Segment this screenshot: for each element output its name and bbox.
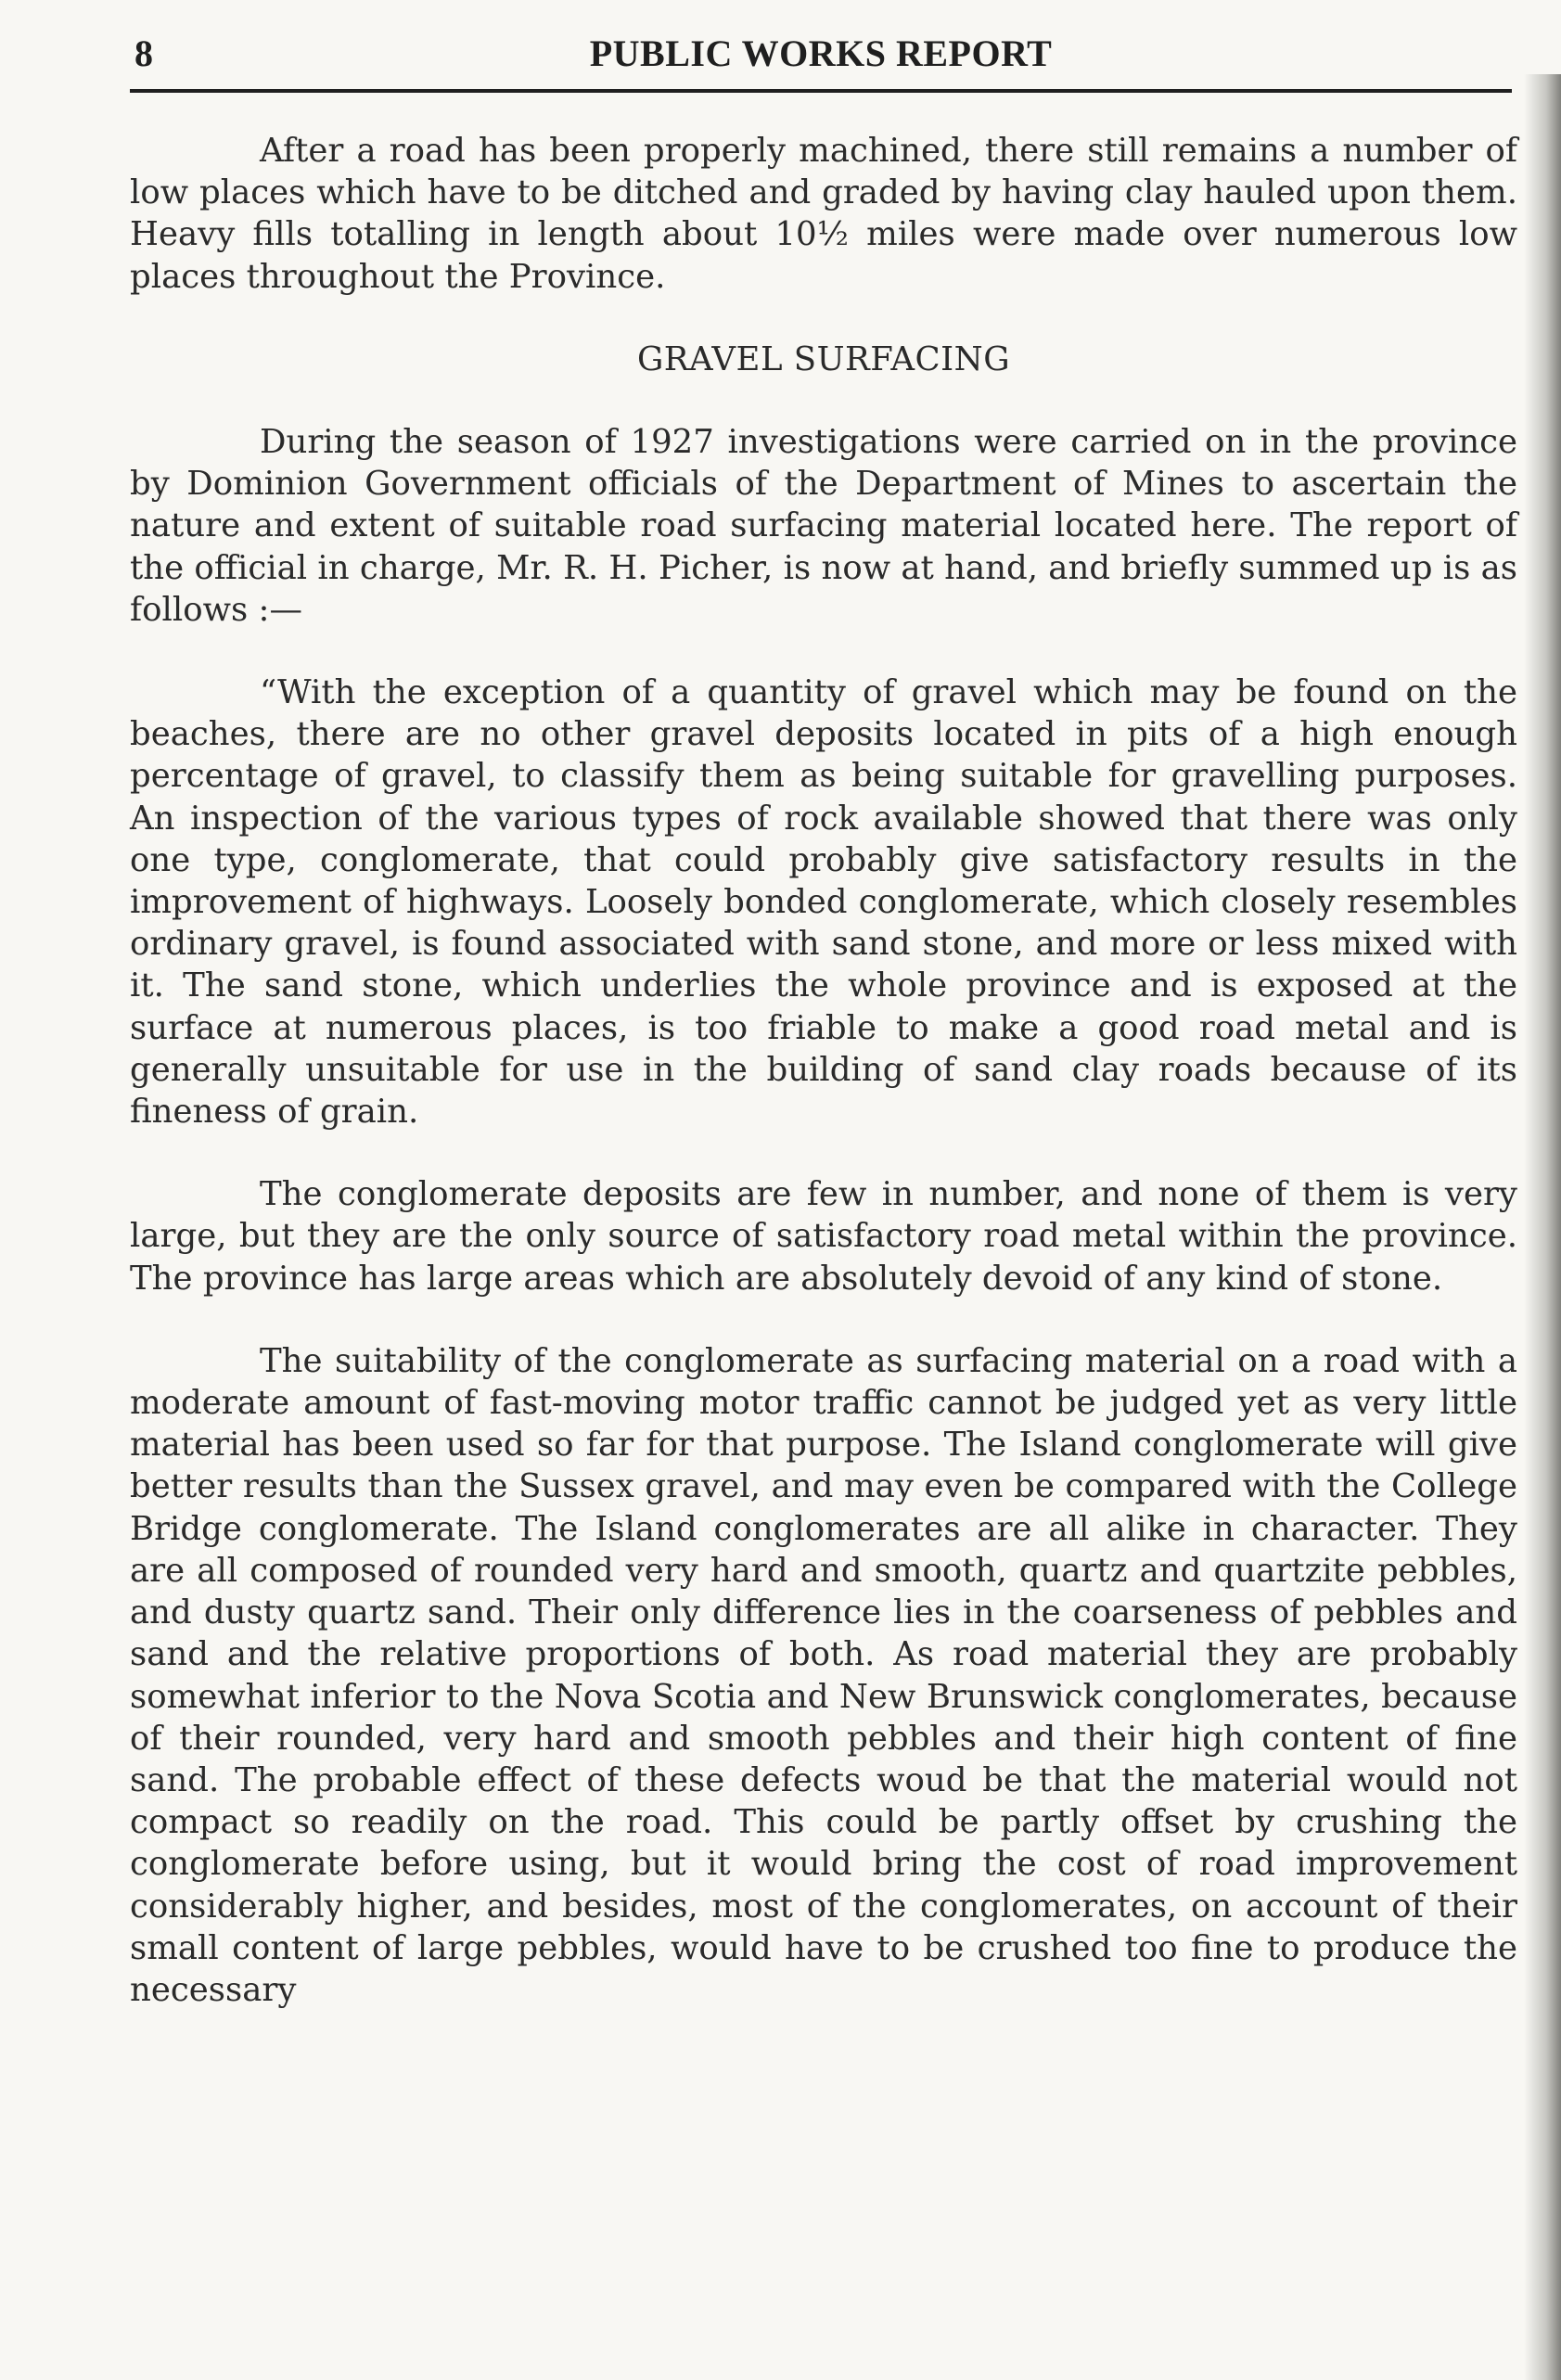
paragraph-road-grading: After a road has been properly machined, there still remains a number of low places which have to be ditched and graded by having clay hauled upon them. Heavy fills totalling in length about 10½ miles were made over numerous low places throughout the Province.	[130, 132, 1517, 296]
header-rule	[130, 89, 1512, 93]
paragraph-gravel-quote: “With the exception of a quantity of gravel which may be found on the beaches, there are no other gravel deposits located in pits of a high enough percentage of gravel, to classify them as being suitable for gravelling purposes. An inspection of the various types of rock available showed that there was only one type, conglomerate, that could probably give satisfactory results in the improvement of highways. Loosely bonded conglomerate, which closely resembles ordinary gravel, is found associated with sand stone, and more or less mixed with it. The sand stone, which underlies the whole province and is exposed at the surface at numerous places, is too friable to make a good road metal and is generally unsuitable for use in the building of sand clay roads because of its fineness of grain.	[130, 673, 1517, 1132]
paragraph-investigations: During the season of 1927 investigations were carried on in the province by Dominion Government officials of the Department of Mines to ascertain the nature and extent of suitable road surfacing material located here. The report of the official in charge, Mr. R. H. Picher, is now at hand, and briefly summed up is as follows :—	[130, 423, 1517, 629]
body-text	[130, 130, 1517, 2011]
paragraph-conglomerate-deposits: The conglomerate deposits are few in number, and none of them is very large, but they are the only source of satisfactory road metal within the province. The province has large areas which are absolutely devoid of any kind of stone.	[130, 1175, 1517, 1298]
paragraph-conglomerate-suitability: The suitability of the conglomerate as surfacing material on a road with a moderate amount of fast-moving motor traffic cannot be judged yet as very little material has been used so far for that purpose. The Island conglomerate will give better results than the Sussex gravel, and may even be compared with the College Bridge conglomerate. The Island conglomerates are all alike in character. They are all composed of rounded very hard and smooth, quartz and quartzite pebbles, and dusty quartz sand. Their only difference lies in the coarseness of pebbles and sand and the relative proportions of both. As road material they are probably somewhat inferior to the Nova Scotia and New Brunswick conglomerates, because of their rounded, very hard and smooth pebbles and their high content of fine sand. The probable effect of these defects woud be that the material would not compact so readily on the road. This could be partly offset by crushing the conglomerate before using, but it would bring the cost of road improvement considerably higher, and besides, most of the conglomerates, on account of their small content of large pebbles, would have to be crushed too fine to produce the necessary	[130, 1341, 1517, 2009]
page-header	[130, 28, 1512, 83]
running-title: PUBLIC WORKS REPORT	[589, 32, 1053, 74]
page-edge-shadow	[1524, 74, 1561, 2380]
section-heading: GRAVEL SURFACING	[636, 339, 1011, 378]
page-number: 8	[134, 32, 153, 74]
